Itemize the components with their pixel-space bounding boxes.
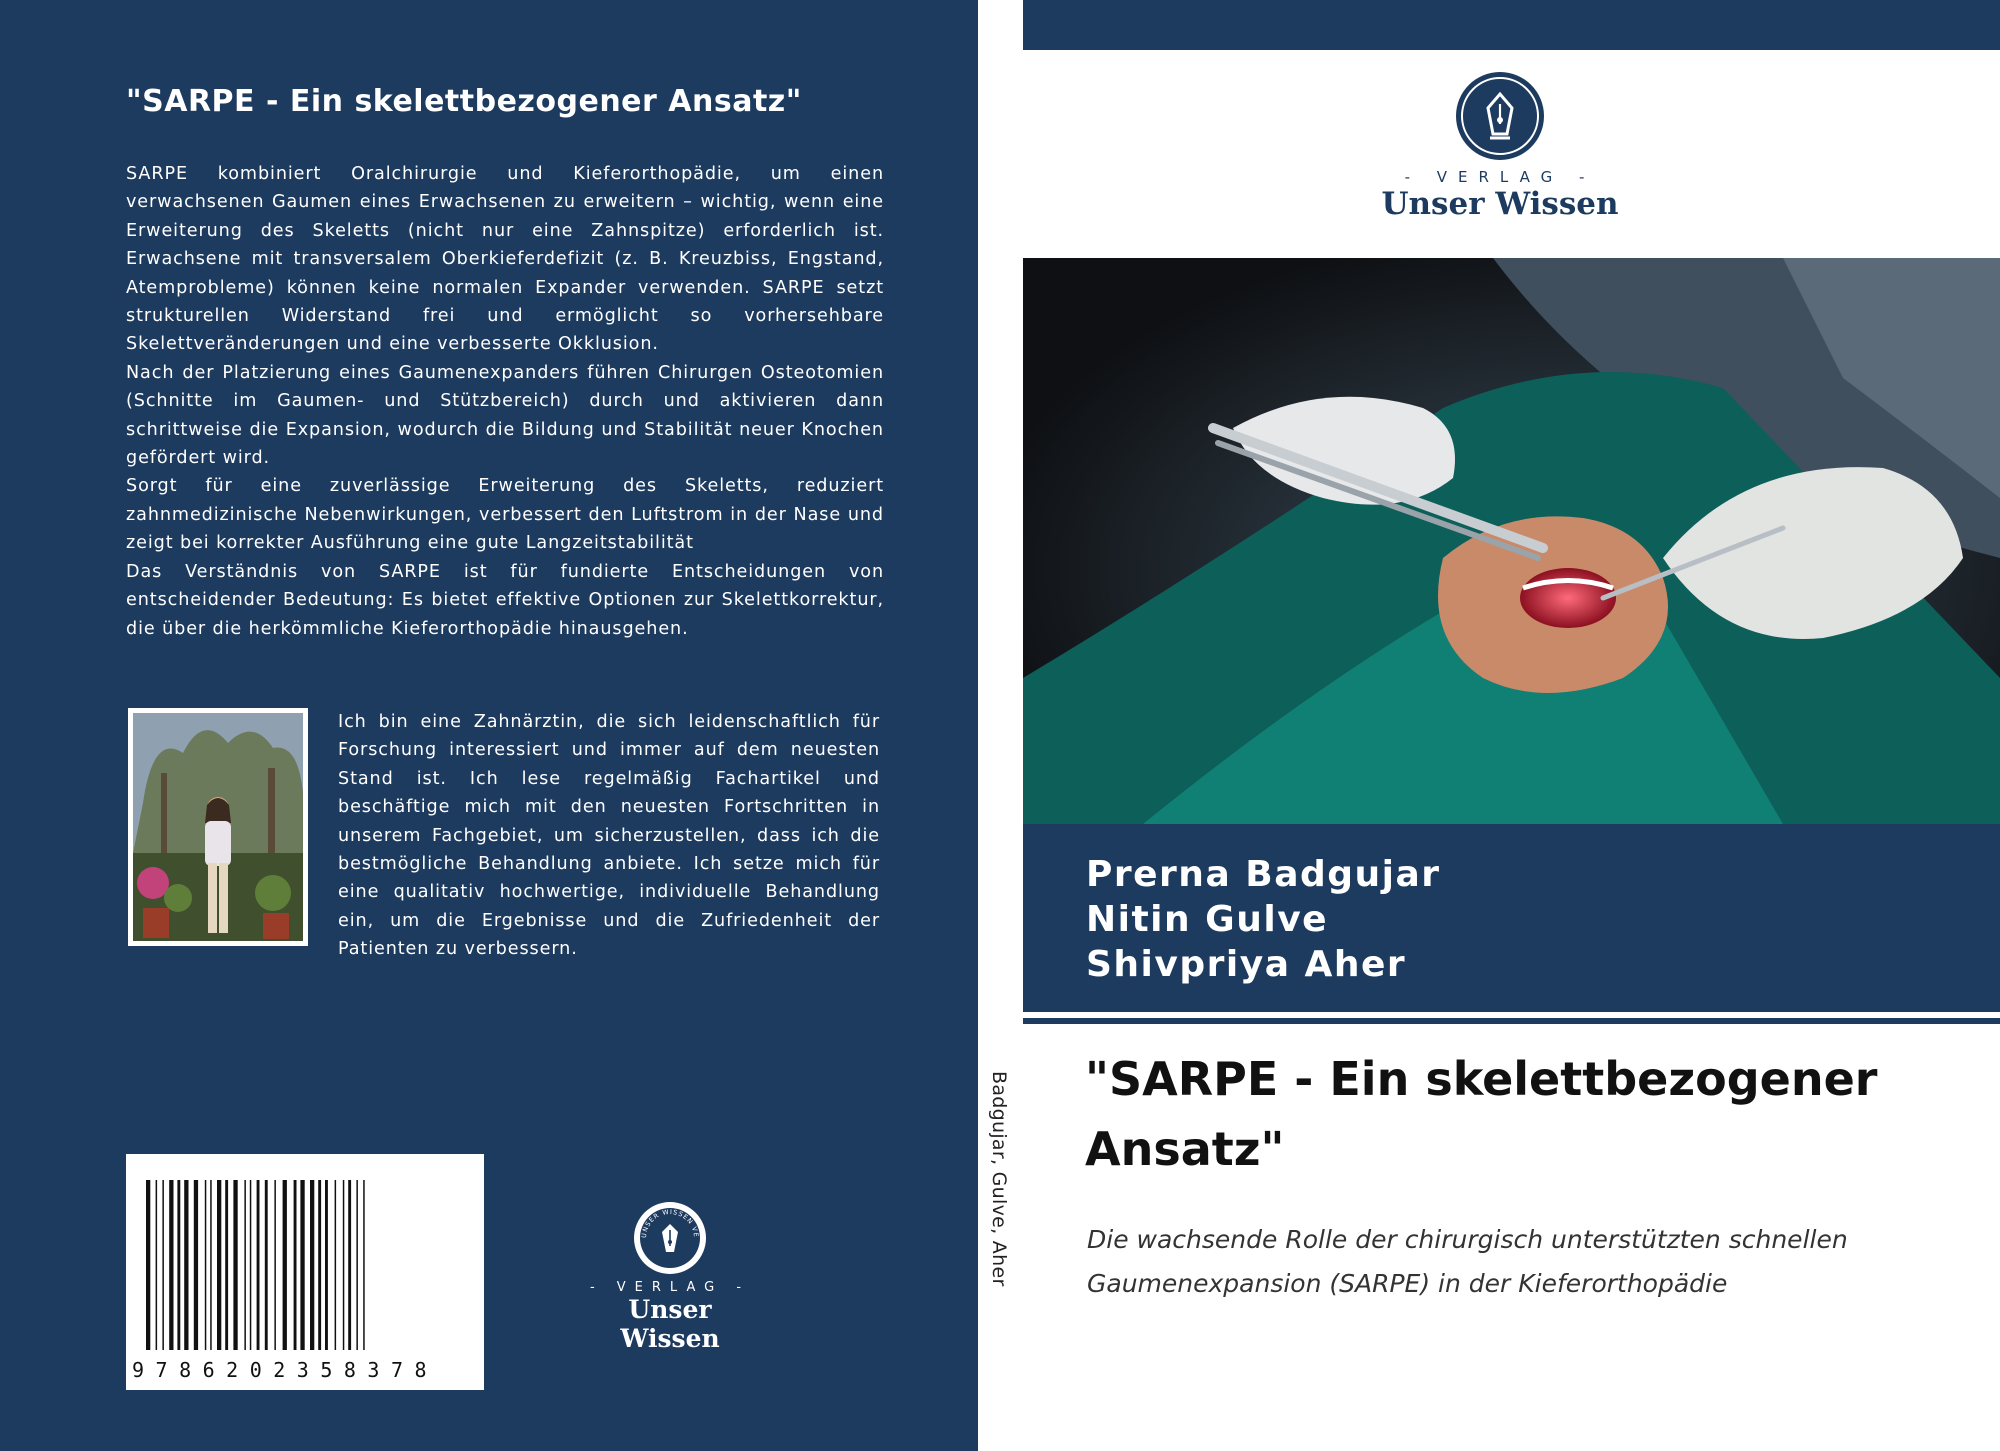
- back-cover-blurb: [126, 160, 884, 643]
- blurb-paragraph: Sorgt für eine zuverlässige Erweiterung des Skeletts, reduziert zahnmedizinische Nebenwirkungen, verbessert den Luftstrom in der Nase und zeigt bei korrekter Ausführung eine gute Langzeitstabilität: [126, 476, 884, 554]
- surgery-illustration: [1023, 258, 2000, 824]
- separator-line: [1023, 1018, 2000, 1024]
- barcode-bar: [146, 1180, 150, 1350]
- author-name: Shivpriya Aher: [1086, 944, 1407, 985]
- barcode-bar: [265, 1180, 268, 1350]
- barcode-bar: [169, 1180, 173, 1350]
- isbn-barcode: [126, 1154, 484, 1390]
- barcode-bar: [233, 1180, 237, 1350]
- publisher-name: Unser Wissen: [1381, 186, 1619, 222]
- barcode-bar: [250, 1180, 252, 1350]
- back-cover: [0, 0, 978, 1451]
- pen-nib-logo-icon: [1454, 70, 1546, 162]
- barcode-bar: [274, 1180, 276, 1350]
- blurb-paragraph: Das Verständnis von SARPE ist für fundierte Entscheidungen von entscheidender Bedeutung: Es bietet effektive Optionen zur Skelettkorrektur, die über die herkömmliche Kieferorthopädie hinausgehen.: [126, 561, 884, 639]
- barcode-bar: [177, 1180, 180, 1350]
- barcode-bar: [325, 1180, 328, 1350]
- author-photo-illustration: [133, 713, 303, 941]
- barcode-bar: [283, 1180, 287, 1350]
- barcode-bar: [217, 1180, 221, 1350]
- cover-photo-dental-surgery: [1023, 258, 2000, 824]
- barcode-bar: [162, 1180, 164, 1350]
- barcode-bar: [335, 1180, 337, 1350]
- barcode-bar: [348, 1180, 351, 1350]
- publisher-verlag-label: - VERLAG -: [1404, 168, 1596, 186]
- barcode-bar: [257, 1180, 260, 1350]
- barcode-bar: [294, 1180, 297, 1350]
- barcode-bar: [244, 1180, 246, 1350]
- blurb-paragraph: Nach der Platzierung eines Gaumenexpanders führen Chirurgen Osteotomien (Schnitte im Gaumen- und Stützbereich) durch und aktivieren dann schrittweise die Expansion, wodurch die Bildung und Stabilität neuer Knochen gefördert wird.: [126, 362, 884, 469]
- author-photo: [128, 708, 308, 946]
- author-name: Prerna Badgujar: [1086, 854, 1441, 895]
- barcode-bar: [205, 1180, 207, 1350]
- barcode-bar: [300, 1180, 304, 1350]
- publisher-seal-icon: [632, 1200, 708, 1276]
- barcode-bar: [225, 1180, 228, 1350]
- barcode-bar: [210, 1180, 212, 1350]
- author-bio: Ich bin eine Zahnärztin, die sich leidenschaftlich für Forschung interessiert und immer auf dem neuesten Stand ist. Ich lese regelmäßig Fachartikel und beschäftige mich mit den neuesten Fortschritten in unserem Fachgebiet, um sicherzustellen, dass ich die bestmögliche Behandlung anbiete. Ich setze mich für eine qualitativ hochwertige, individuelle Behandlung ein, um die Ergebnisse und die Zufriedenheit der Patienten zu verbessern.: [338, 712, 880, 960]
- barcode-bar: [156, 1180, 158, 1350]
- author-name: Nitin Gulve: [1086, 899, 1329, 940]
- back-cover-title: "SARPE - Ein skelettbezogener Ansatz": [126, 84, 802, 119]
- spine-authors: Badgujar, Gulve, Aher: [988, 1071, 1010, 1287]
- seal-text: UNSER WISSEN VE: [639, 1207, 701, 1239]
- front-cover-title: "SARPE - Ein skelettbezogener Ansatz": [1085, 1052, 1878, 1176]
- blurb-paragraph: SARPE kombiniert Oralchirurgie und Kieferorthopädie, um einen verwachsenen Gaumen eines Erwachsenen zu erweitern – wichtig, wenn eine Erweiterung des Skeletts (nicht nur eine Zahnspitze) erforderlich ist. Erwachsene mit transversalem Oberkieferdefizit (z. B. Kreuzbiss, Engstand, Atemprobleme) können keine normalen Expander verwenden. SARPE setzt strukturellen Widerstand frei und ermöglicht so vorhersehbare Skelettveränderungen und eine verbesserte Okklusion.: [126, 164, 884, 355]
- barcode-bar: [356, 1180, 358, 1350]
- barcode-bar: [343, 1180, 345, 1350]
- authors-band: [1023, 824, 2000, 1012]
- front-cover-subtitle: Die wachsende Rolle der chirurgisch unterstützten schnellen Gaumenexpansion (SARPE) in der Kieferorthopädie: [1087, 1225, 1848, 1298]
- barcode-bars: [126, 1154, 484, 1390]
- publisher-name: Unser Wissen: [620, 1295, 720, 1353]
- barcode-bar: [310, 1180, 314, 1350]
- publisher-verlag-label: - VERLAG -: [589, 1280, 751, 1295]
- isbn-number: 9786202358378: [132, 1358, 439, 1382]
- back-publisher-logo: [580, 1200, 760, 1353]
- front-top-bar: [1023, 0, 2000, 50]
- barcode-bar: [194, 1180, 198, 1350]
- barcode-bar: [318, 1180, 321, 1350]
- front-publisher-logo: [1380, 70, 1620, 222]
- barcode-bar: [184, 1180, 188, 1350]
- barcode-bar: [363, 1180, 365, 1350]
